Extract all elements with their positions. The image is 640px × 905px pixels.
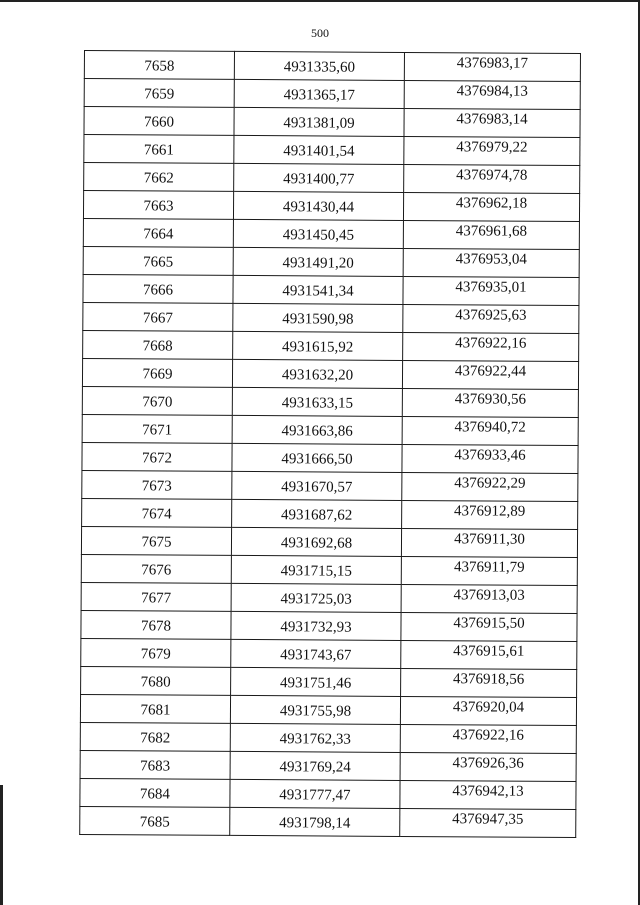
x-coordinate-cell: 4931590,98 — [233, 303, 403, 332]
x-coordinate-cell: 4931450,45 — [233, 219, 403, 248]
page-number: 500 — [311, 26, 329, 40]
x-coordinate-cell: 4931666,50 — [232, 443, 402, 472]
y-coordinate-cell: 4376935,01 — [403, 276, 579, 305]
table-row — [83, 246, 579, 277]
table-row — [81, 610, 577, 641]
table-row — [82, 358, 578, 389]
y-coordinate-cell: 4376933,46 — [402, 444, 578, 473]
scan-edge-left — [0, 785, 3, 905]
y-coordinate-cell: 4376983,14 — [404, 108, 580, 137]
point-number-cell: 7680 — [81, 666, 231, 695]
y-coordinate-cell: 4376953,04 — [403, 248, 579, 277]
point-number-cell: 7673 — [82, 470, 232, 499]
point-number-cell: 7667 — [83, 302, 233, 331]
scan-edge-top — [0, 0, 640, 2]
x-coordinate-cell: 4931401,54 — [234, 135, 404, 164]
y-coordinate-cell: 4376930,56 — [402, 388, 578, 417]
point-number-cell: 7661 — [84, 135, 234, 164]
x-coordinate-cell: 4931692,68 — [231, 527, 401, 556]
table-row — [83, 330, 579, 361]
y-coordinate-cell: 4376942,13 — [400, 780, 576, 809]
point-number-cell: 7676 — [81, 554, 231, 583]
table-row — [84, 79, 580, 110]
y-coordinate-cell: 4376922,16 — [400, 724, 576, 753]
table-row — [82, 414, 578, 445]
point-number-cell: 7666 — [83, 274, 233, 303]
y-coordinate-cell: 4376925,63 — [403, 304, 579, 333]
table-row — [82, 442, 578, 473]
y-coordinate-cell: 4376913,03 — [401, 584, 577, 613]
table-row — [83, 302, 579, 333]
point-number-cell: 7670 — [82, 386, 232, 415]
x-coordinate-cell: 4931615,92 — [233, 331, 403, 360]
x-coordinate-cell: 4931365,17 — [234, 79, 404, 108]
x-coordinate-cell: 4931725,03 — [231, 583, 401, 612]
y-coordinate-cell: 4376922,44 — [402, 360, 578, 389]
point-number-cell: 7677 — [81, 582, 231, 611]
point-number-cell: 7671 — [82, 414, 232, 443]
x-coordinate-cell: 4931400,77 — [234, 163, 404, 192]
table-row — [81, 638, 577, 669]
y-coordinate-cell: 4376974,78 — [404, 164, 580, 193]
point-number-cell: 7662 — [84, 163, 234, 192]
y-coordinate-cell: 4376911,30 — [401, 528, 577, 557]
table-row — [81, 526, 577, 557]
y-coordinate-cell: 4376918,56 — [401, 668, 577, 697]
x-coordinate-cell: 4931769,24 — [230, 751, 400, 780]
y-coordinate-cell: 4376962,18 — [403, 192, 579, 221]
y-coordinate-cell: 4376979,22 — [404, 136, 580, 165]
point-number-cell: 7685 — [80, 806, 230, 835]
point-number-cell: 7683 — [80, 750, 230, 779]
table-row — [83, 274, 579, 305]
x-coordinate-cell: 4931715,15 — [231, 555, 401, 584]
x-coordinate-cell: 4931633,15 — [232, 387, 402, 416]
table-row — [81, 666, 577, 697]
x-coordinate-cell: 4931491,20 — [233, 247, 403, 276]
table-row — [84, 107, 580, 138]
table-row — [80, 750, 576, 781]
y-coordinate-cell: 4376920,04 — [400, 696, 576, 725]
x-coordinate-cell: 4931670,57 — [232, 471, 402, 500]
table-row — [80, 806, 576, 837]
table-row — [83, 218, 579, 249]
point-number-cell: 7682 — [80, 722, 230, 751]
point-number-cell: 7665 — [83, 246, 233, 275]
y-coordinate-cell: 4376915,61 — [401, 640, 577, 669]
point-number-cell: 7675 — [81, 526, 231, 555]
x-coordinate-cell: 4931541,34 — [233, 275, 403, 304]
y-coordinate-cell: 4376940,72 — [402, 416, 578, 445]
table-row — [81, 554, 577, 585]
y-coordinate-cell: 4376983,17 — [404, 52, 580, 81]
table-row — [82, 386, 578, 417]
point-number-cell: 7681 — [80, 694, 230, 723]
y-coordinate-cell: 4376915,50 — [401, 612, 577, 641]
y-coordinate-cell: 4376911,79 — [401, 556, 577, 585]
x-coordinate-cell: 4931632,20 — [232, 359, 402, 388]
y-coordinate-cell: 4376947,35 — [400, 808, 576, 837]
x-coordinate-cell: 4931430,44 — [233, 191, 403, 220]
y-coordinate-cell: 4376912,89 — [402, 500, 578, 529]
x-coordinate-cell: 4931755,98 — [230, 695, 400, 724]
y-coordinate-cell: 4376961,68 — [403, 220, 579, 249]
point-number-cell: 7663 — [83, 191, 233, 220]
point-number-cell: 7664 — [83, 218, 233, 247]
x-coordinate-cell: 4931335,60 — [234, 51, 404, 80]
coordinates-table — [79, 50, 581, 838]
point-number-cell: 7678 — [81, 610, 231, 639]
point-number-cell: 7668 — [83, 330, 233, 359]
coordinates-table-wrapper — [79, 50, 580, 838]
x-coordinate-cell: 4931687,62 — [232, 499, 402, 528]
x-coordinate-cell: 4931743,67 — [231, 639, 401, 668]
x-coordinate-cell: 4931777,47 — [230, 779, 400, 808]
table-row — [82, 470, 578, 501]
table-row — [82, 498, 578, 529]
point-number-cell: 7684 — [80, 778, 230, 807]
table-row — [83, 191, 579, 222]
table-row — [84, 163, 580, 194]
point-number-cell: 7659 — [84, 79, 234, 108]
x-coordinate-cell: 4931798,14 — [230, 807, 400, 836]
y-coordinate-cell: 4376984,13 — [404, 80, 580, 109]
x-coordinate-cell: 4931381,09 — [234, 107, 404, 136]
x-coordinate-cell: 4931762,33 — [230, 723, 400, 752]
point-number-cell: 7672 — [82, 442, 232, 471]
table-row — [81, 582, 577, 613]
point-number-cell: 7658 — [84, 51, 234, 80]
y-coordinate-cell: 4376926,36 — [400, 752, 576, 781]
point-number-cell: 7674 — [82, 498, 232, 527]
point-number-cell: 7679 — [81, 638, 231, 667]
x-coordinate-cell: 4931751,46 — [231, 667, 401, 696]
y-coordinate-cell: 4376922,29 — [402, 472, 578, 501]
point-number-cell: 7660 — [84, 107, 234, 136]
x-coordinate-cell: 4931732,93 — [231, 611, 401, 640]
table-row — [80, 722, 576, 753]
table-row — [84, 135, 580, 166]
table-row — [84, 51, 580, 82]
y-coordinate-cell: 4376922,16 — [403, 332, 579, 361]
point-number-cell: 7669 — [82, 358, 232, 387]
x-coordinate-cell: 4931663,86 — [232, 415, 402, 444]
table-row — [80, 694, 576, 725]
table-row — [80, 778, 576, 809]
